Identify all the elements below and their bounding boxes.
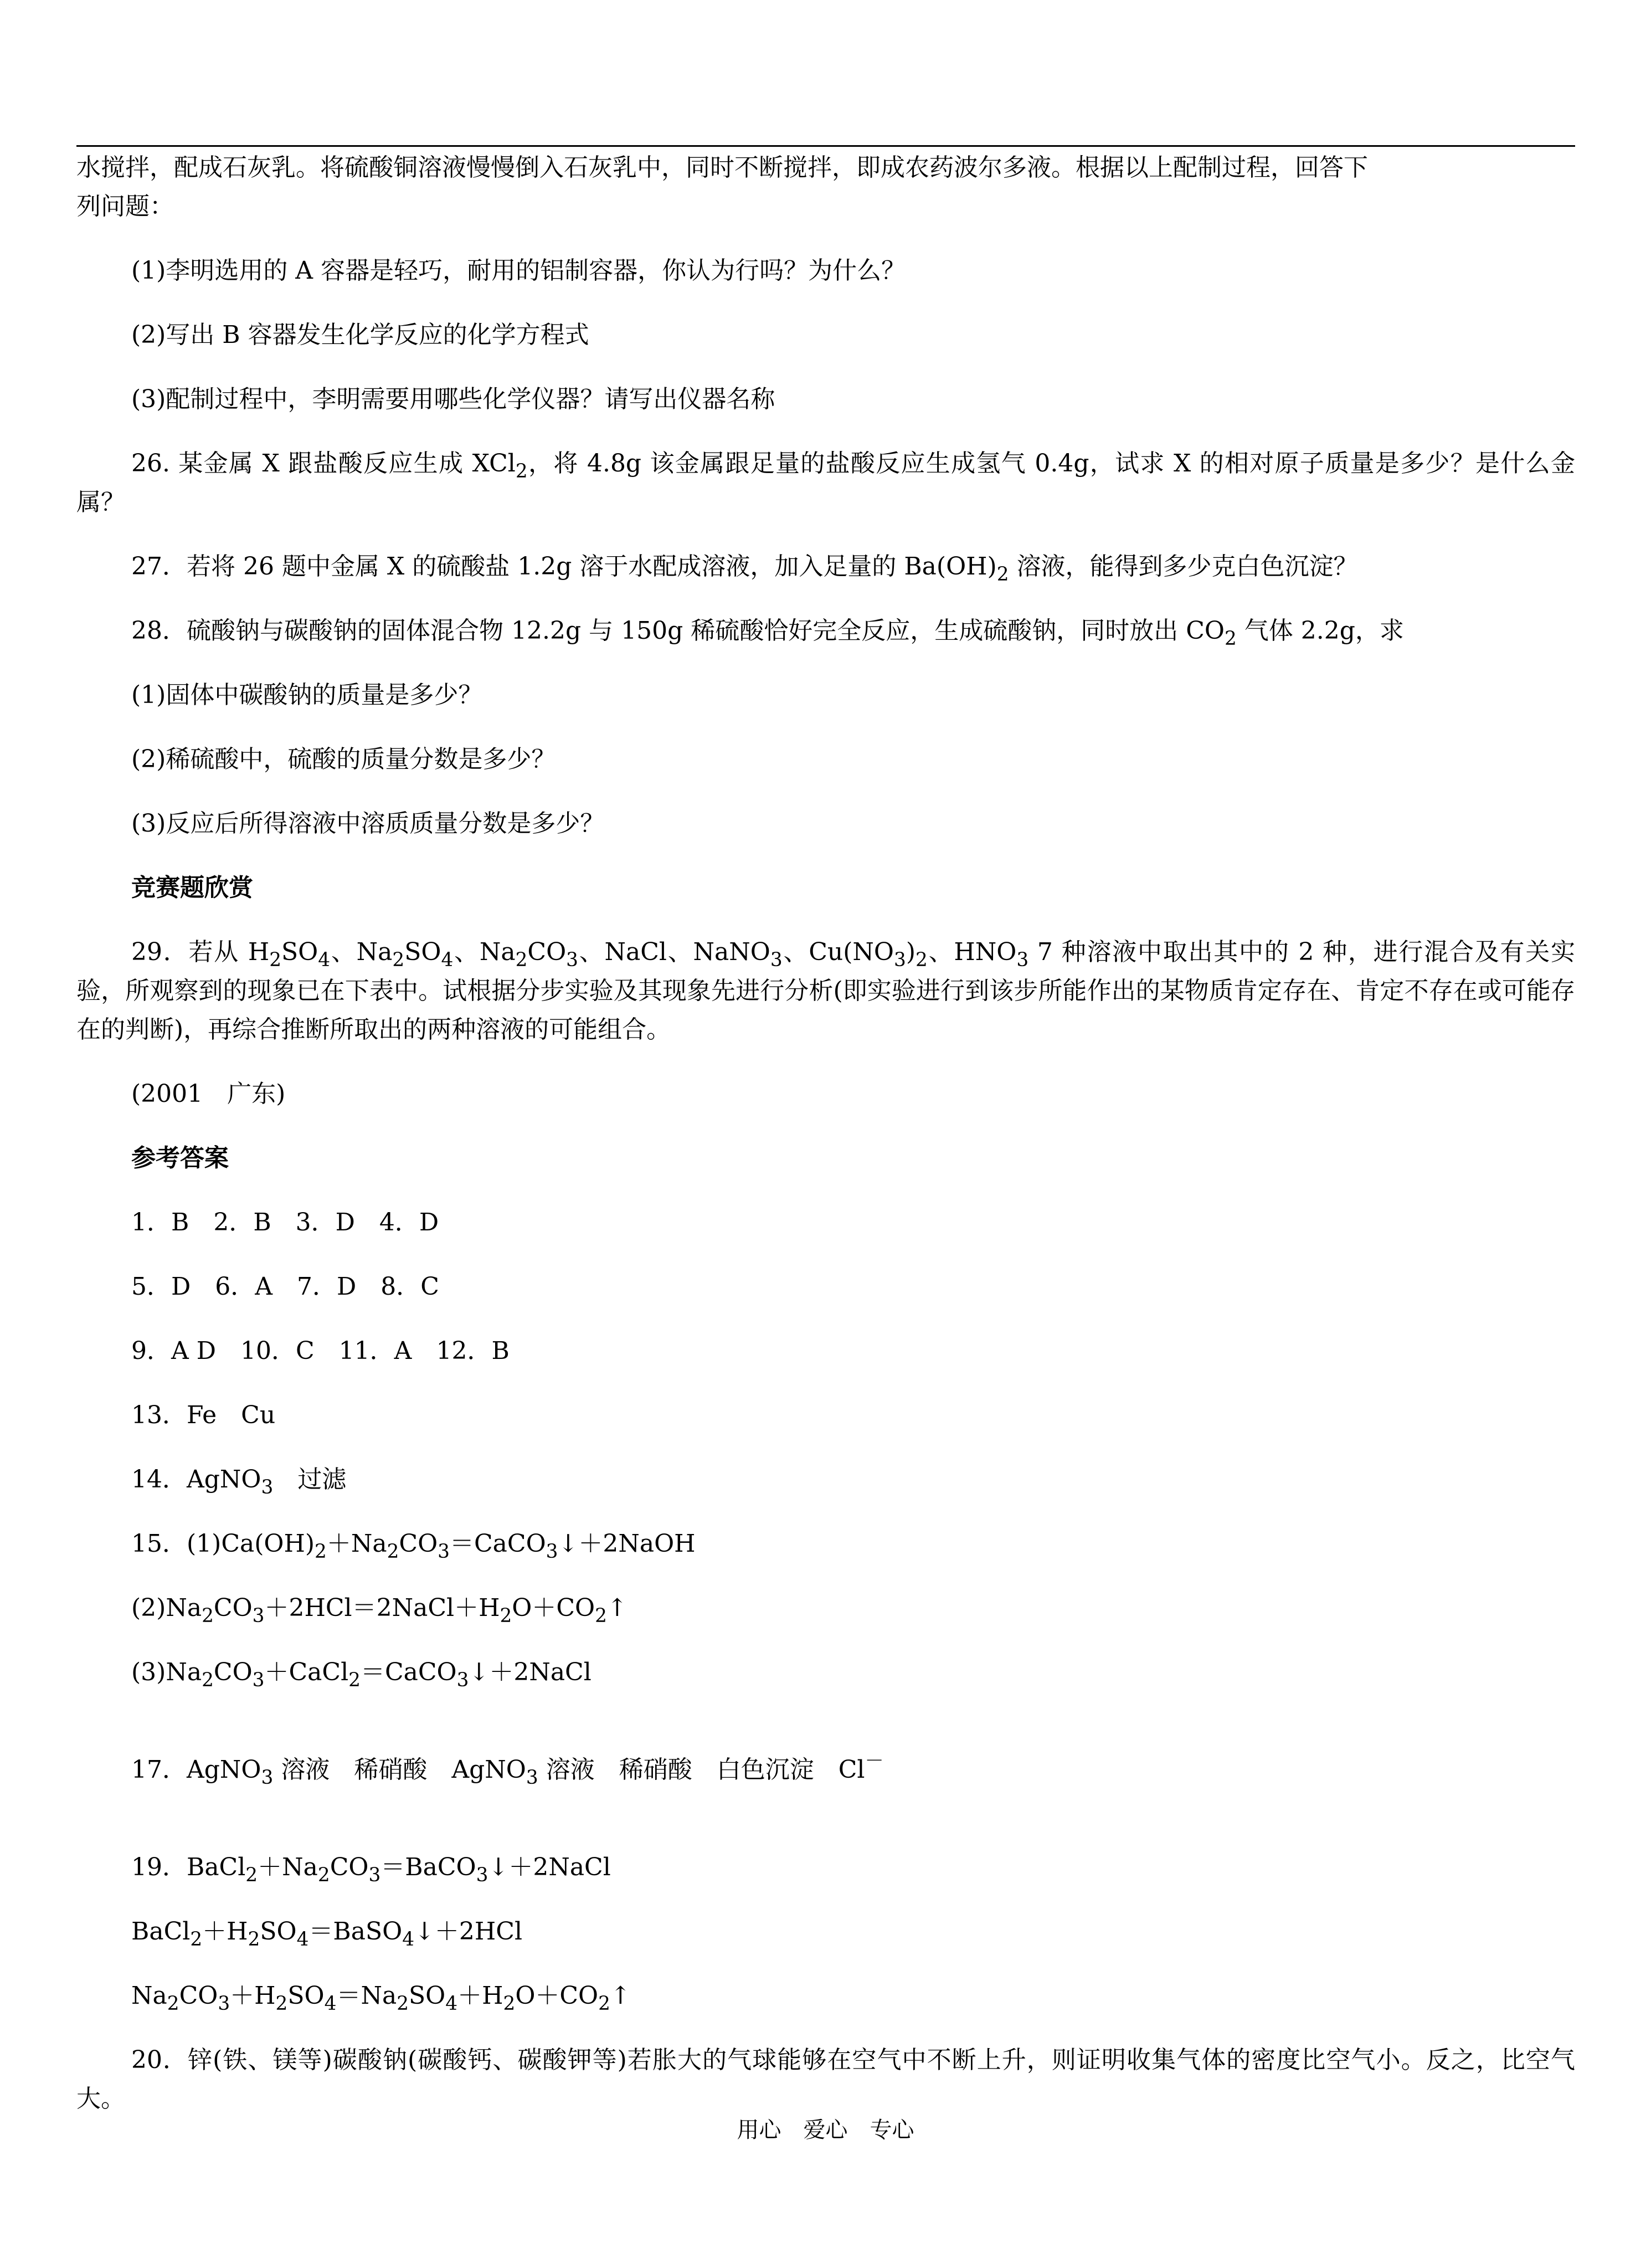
answer-15-part-3: $(3)Na_2CO_3+CaCl_2=CaCO_3↓+2NaCl$ [131,1658,592,1691]
document-body [76,148,1575,2118]
header-rule [76,145,1575,147]
page-footer: 用心 爱心 专心 [737,2117,914,2143]
q25-part-2: (2)写出 B 容器发生化学反应的化学方程式 [131,321,589,349]
answer-19-line-3: $Na_2CO_3+H_2SO_4=Na_2SO_4+H_2O+CO_2↑$ [131,1982,631,2015]
question-27: 27．若将 26 题中金属 X 的硫酸盐 1.2g 溶于水配成溶液，加入足量的 $Ba(OH)_2$ 溶液，能得到多少克白色沉淀？ [131,552,1358,586]
answer-15-part-2: $(2)Na_2CO_3+2HCl=2NaCl+H_2O+CO_2↑$ [131,1594,628,1627]
competition-heading: 竞赛题欣赏 [131,874,253,902]
question-26: 26. 某金属 X 跟盐酸反应生成 XCl$_2$，将 4.8g 该金属跟足量的盐酸反应生成氢气 0.4g，试求 X 的相对原子质量是多少？是什么金属？ [76,449,1575,516]
intro-line-2: 列问题： [76,192,174,220]
answers-row-1: 1．B 2．B 3．D 4．D [131,1208,439,1236]
q25-part-1: (1)李明选用的 A 容器是轻巧，耐用的铝制容器，你认为行吗？为什么？ [131,256,906,285]
answers-row-3: 9．A D 10．C 11．A 12．B [131,1337,510,1365]
question-29: 29．若从 $H_2SO_4$、$Na_2SO_4$、$Na_2CO_3$、NaCl、NaNO$_3$、$Cu(NO_3)_2$、$HNO_3$ 7 种溶液中取出其中的 2 种，进行混合及有关实验，所观察到的现象已在下表中。试根据分步实验及其现象先进行分析(即实验进行到该步所能作出的某物质肯定存在、肯定不存在或可能存在的判断)，再综合推断所取出的两种溶液的可能组合。 [76,938,1576,1044]
intro-line-1: 水搅拌，配成石灰乳。将硫酸铜溶液慢慢倒入石灰乳中，同时不断搅拌，即成农药波尔多液。根据以上配制过程，回答下 [76,153,1368,182]
answer-15-part-1: 15．$(1)Ca(OH)_2+Na_2CO_3=CaCO_3↓+2NaOH$ [131,1530,696,1563]
answer-19-line-2: $BaCl_2+H_2SO_4=BaSO_4↓+2HCl$ [131,1917,523,1951]
q28-part-2: (2)稀硫酸中，硫酸的质量分数是多少？ [131,745,556,773]
answer-19-line-1: 19．$BaCl_2+Na_2CO_3=BaCO_3↓+2NaCl$ [131,1853,611,1886]
answer-13: 13．Fe Cu [131,1401,276,1429]
answer-14: 14．AgNO$_3$ 过滤 [131,1465,347,1499]
q28-part-1: (1)固体中碳酸钠的质量是多少？ [131,681,483,709]
q28-part-3: (3)反应后所得溶液中溶质质量分数是多少？ [131,809,605,838]
question-28: 28．硫酸钠与碳酸钠的固体混合物 12.2g 与 150g 稀硫酸恰好完全反应，生成硫酸钠，同时放出 $CO_2$ 气体 2.2g，求 [131,617,1404,650]
answers-heading: 参考答案 [131,1144,229,1172]
q25-part-3: (3)配制过程中，李明需要用哪些化学仪器？请写出仪器名称 [131,385,775,413]
answers-row-2: 5．D 6．A 7．D 8．C [131,1272,439,1301]
answer-17: 17．AgNO$_3$ 溶液 稀硝酸 AgNO$_3$ 溶液 稀硝酸 白色沉淀 Cl－ [131,1750,884,1789]
q29-source: (2001 广东) [131,1080,286,1108]
answer-20: 20．锌(铁、镁等)碳酸钠(碳酸钙、碳酸钾等)若胀大的气球能够在空气中不断上升，则证明收集气体的密度比空气小。反之，比空气大。 [76,2046,1575,2113]
